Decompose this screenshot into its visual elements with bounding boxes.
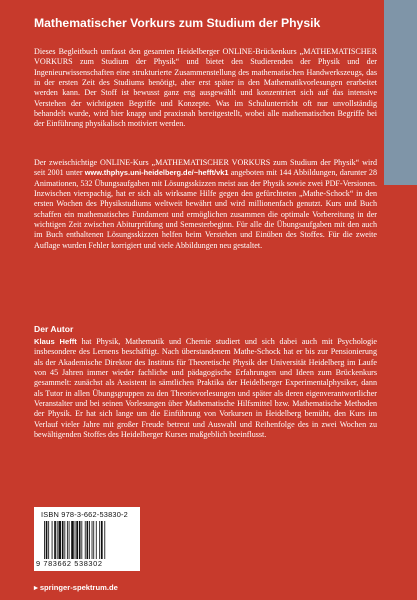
barcode-bar (104, 521, 105, 559)
course-url: www.thphys.uni-heidelberg.de/~hefft/vk1 (84, 168, 229, 178)
barcode-bar (75, 521, 76, 559)
barcode-bar (89, 521, 90, 559)
author-paragraph (34, 337, 377, 440)
barcode-bar (69, 521, 70, 559)
intro-paragraph: Dieses Begleitbuch umfasst den gesamten Heidelberger ONLINE-Brückenkurs „MATHEMATISCHER VORKURS zum Studium der Physik“ und bietet den Studierenden der Physik und der Ingenieurwissenschaften eine strukturierte Zusammenstellung des mathematischen Handwerkszeugs, das in der ersten Zeit des Studiums benötigt, aber erst später in den Mathematikvorlesungen erarbeitet werden kann. Der Stoff ist bewusst ganz eng ausgewählt und konzentriert sich auf das intensive Verstehen der wichtigsten Begriffe und Konzepte. Was im Schulunterricht oft nur unvollständig behandelt wurde, wird hier knapp und praxisnah bereitgestellt, wobei alle mathematischen Begriffe bei der Einführung physikalisch motiviert werden. (34, 47, 377, 129)
book-title: Mathematischer Vorkurs zum Studium der Physik (34, 16, 321, 30)
barcode-bar (71, 521, 74, 559)
author-bio: hat Physik, Mathematik und Chemie studiert und sich dabei auch mit Psychologie insbesondere des Lernens beschäftigt. Nach überstandenem Mathe-Schock hat er bis zur Pensionierung als der Akademische Direktor des Instituts für Theoretische Physik der Universität Heidelberg im Laufe von 45 Jahren immer wieder fachliche und pädagogische Erfahrungen und Ideen zum Brückenkurs gesammelt: zunächst als Assistent in sämtlichen Praktika der Heidelberger Experimentalphysiker, dann als Tutor in allen Übungsgruppen zu den Theorievorlesungen und später als deren eigenverantwortlicher Veranstalter und bei seinen Vorlesungen über Mathematische Hilfsmittel bzw. Mathematische Methoden der Physik. Er hat sich lange um die Einführung von Vorkursen in Heidelberg bemüht, den Kurs im Verlauf vieler Jahre mit großer Freude betreut und Auswahl und Reihenfolge des in zwei Wochen zu bewältigenden Stoffes des Heidelberger Kurses maßgeblich beeinflusst. (34, 337, 377, 440)
barcode-bar (57, 521, 58, 559)
barcode-bar (101, 521, 103, 559)
course-paragraph (34, 158, 377, 251)
barcode-bar (81, 521, 82, 559)
barcode-bar (54, 521, 56, 559)
barcode-bars (44, 521, 130, 559)
course-text-post: angeboten mit 144 Abbildungen, darunter 28 Animationen, 532 Übungsaufgaben mit Lösungsskizzen meist aus der Physik sowie zwei PDF-Versionen. Inzwischen vierspachig, hat er sich als wirksame Hilfe gegen den gefürchteten „Mathe-Schock“ in den ersten Wochen des Physikstudiums weltweit bewährt und wird millionenfach genutzt. Kurs und Buch schaffen ein mathematisches Fundament und ermöglichen zusammen die optimale Vorbereitung in der wichtigen Zeit zwischen Abiturprüfung und Semesterbeginn. Für alle die Übungsaufgaben mit den auch im Buch enthaltenen Lösungsskizzen helfen beim Verstehen und Einüben des Stoffes. Für die zweite Auflage wurden Fehler korrigiert und viele Abbildungen neu gestaltet. (34, 168, 377, 250)
barcode-bar (99, 521, 100, 559)
course-text-pre: Der zweischichtige ONLINE-Kurs „MATHEMATISCHER VORKURS zum Studium der Physik“ wird seit 2001 unter (34, 158, 377, 178)
barcode-digits: 9 783662 538302 (36, 559, 103, 568)
accent-bar (384, 0, 417, 185)
isbn: ISBN 978-3-662-53830-2 (41, 510, 128, 519)
barcode-bar (52, 521, 53, 559)
publisher-label: springer-spektrum.de (39, 583, 118, 592)
arrow-icon: ▸ (34, 583, 38, 592)
barcode-bar (46, 521, 48, 559)
barcode-bar (48, 521, 49, 559)
barcode-bar (76, 521, 78, 559)
barcode-bar (44, 521, 45, 559)
barcode-bar (92, 521, 93, 559)
barcode-bar (96, 521, 97, 559)
author-name: Klaus Hefft (34, 337, 77, 346)
barcode-bar (87, 521, 89, 559)
barcode-bar (79, 521, 81, 559)
barcode-bar (67, 521, 68, 559)
author-heading: Der Autor (34, 324, 74, 334)
barcode-bar (58, 521, 61, 559)
barcode-bar (62, 521, 64, 559)
barcode-bar (85, 521, 86, 559)
publisher-url (34, 583, 118, 592)
barcode-bar (93, 521, 94, 559)
barcode-bar (64, 521, 65, 559)
barcode-box (34, 507, 140, 571)
